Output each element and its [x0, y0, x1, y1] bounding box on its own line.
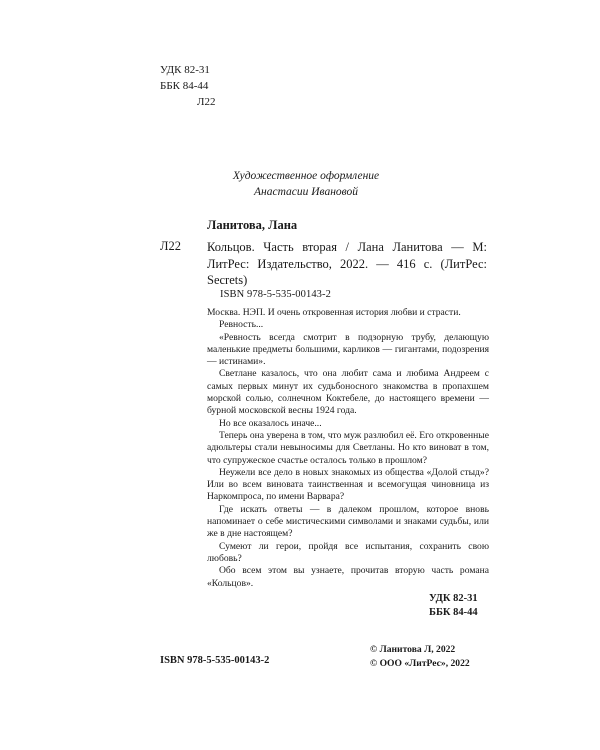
isbn-bottom: ISBN 978-5-535-00143-2 — [160, 655, 270, 666]
copyright-publisher: © ООО «ЛитРес», 2022 — [370, 658, 470, 669]
bibliography-author-mark: Л22 — [160, 239, 181, 253]
copyright-author: © Ланитова Л, 2022 — [370, 644, 456, 655]
udk-code: УДК 82-31 — [160, 64, 210, 76]
udk-code-bottom: УДК 82-31 — [429, 593, 478, 604]
annotation-paragraph: Где искать ответы — в далеком прошлом, которое вновь напоминает о себе мистическими символами и знаками судьбы, или же в дне настоящем? — [207, 503, 489, 540]
bbk-code: ББК 84-44 — [160, 80, 209, 92]
annotation-paragraph: Ревность... — [219, 319, 264, 331]
annotation-paragraph: «Ревность всегда смотрит в подзорную трубу, делающую маленькие предметы большими, карликов — гигантами, подозрения — истинами». — [207, 331, 489, 368]
annotation-paragraph: Теперь она уверена в том, что муж разлюбил её. Его откровенные адюльтеры стали невыносимы для Светланы. Но кто виноват в том, что супружеское счастье осталось только в прошлом? — [207, 429, 489, 466]
bibliography-description: Кольцов. Часть вторая / Лана Ланитова — М: ЛитРес: Издательство, 2022. — 416 с. (ЛитРес: Secrets) — [207, 240, 487, 287]
bbk-code-bottom: ББК 84-44 — [429, 606, 478, 618]
annotation-paragraph: Но все оказалось иначе... — [219, 417, 322, 429]
classification-codes-top — [160, 62, 215, 110]
annotation-paragraph: Неужели все дело в новых знакомых из общества «Долой стыд»? Или во всем виновата таинственная и всемогущая чиновница из Наркомпроса, по имени Варвара? — [207, 466, 489, 503]
copyright-notice — [370, 643, 470, 671]
bibliography-author: Ланитова, Лана — [207, 218, 298, 232]
art-design-credit — [208, 168, 404, 200]
annotation — [207, 307, 489, 590]
isbn-record: ISBN 978-5-535-00143-2 — [220, 289, 331, 300]
author-mark: Л22 — [197, 96, 216, 108]
classification-codes-bottom — [429, 592, 478, 619]
art-design-line-1: Художественное оформление — [232, 170, 380, 182]
annotation-paragraph: Светлане казалось, что она любит сама и любима Андреем с самых первых минут их судьбоносного знакомства в пропахшем морской солью, солнечном Коктебеле, до настоящего времени — бурной московской весны 1924 года. — [207, 368, 489, 417]
annotation-paragraph: Обо всем этом вы узнаете, прочитав вторую часть романа «Кольцов». — [207, 565, 489, 589]
art-design-line-2: Анастасии Ивановой — [253, 186, 359, 198]
annotation-paragraph: Сумеют ли герои, пройдя все испытания, сохранить свою любовь? — [207, 540, 489, 564]
annotation-paragraph: Москва. НЭП. И очень откровенная история любви и страсти. — [207, 307, 461, 318]
